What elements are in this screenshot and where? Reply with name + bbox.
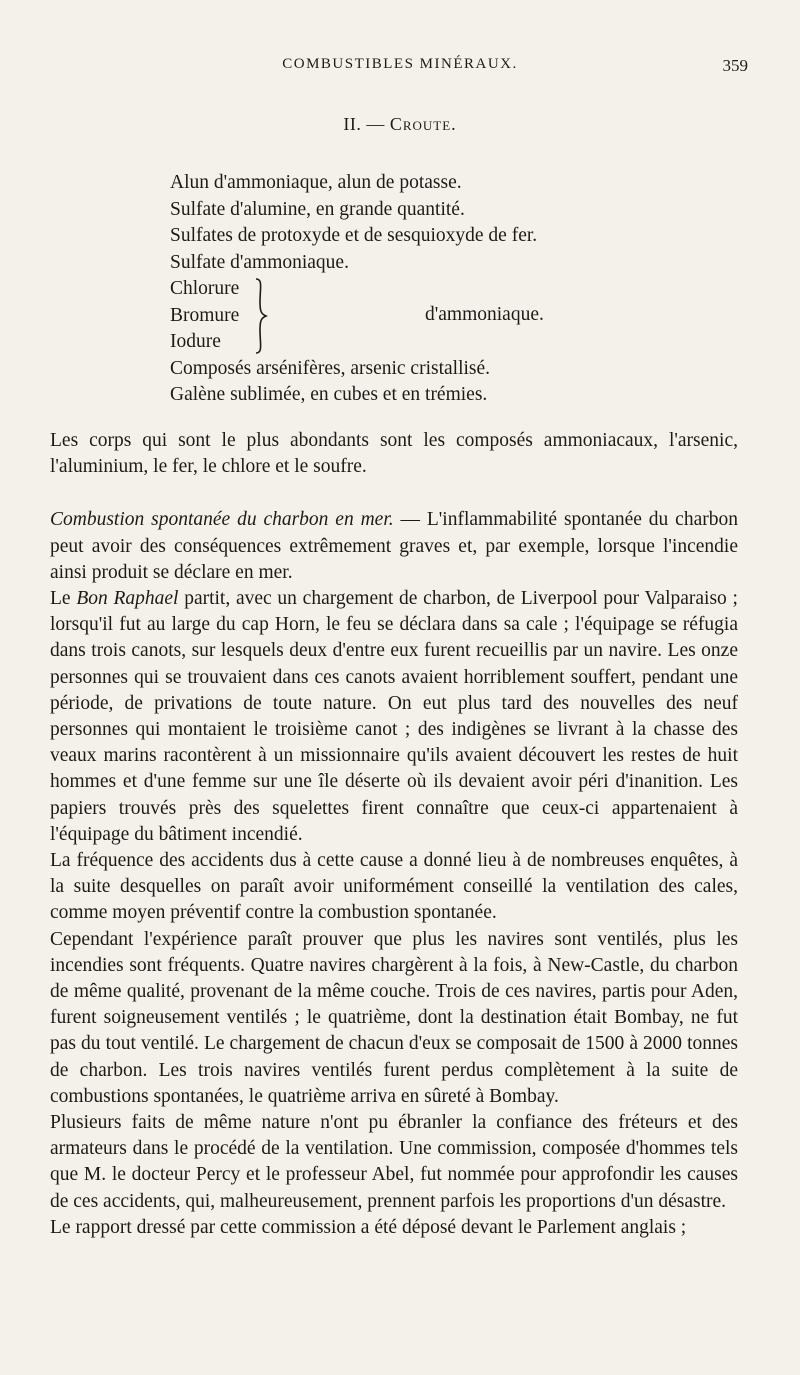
running-head <box>0 56 800 80</box>
list-item: Composés arsénifères, arsenic cristallisé. <box>170 357 491 379</box>
paragraph: La fréquence des accidents dus à cette cause a donné lieu à de nombreuses enquêtes, à la suite desquelles on paraît avoir uniformément conseillé la ventilation des cales, comme moyen préventif contre la combustion spontanée. <box>50 850 738 924</box>
paragraph-text: partit, avec un chargement de charbon, de Liverpool pour Valparaiso ; lorsqu'il fut au large du cap Horn, le feu se déclara dans sa cale ; l'équipage se réfugia dans trois canots, sur lesquels deux d'entre eux furent recueillis par un navire. Les onze personnes qui se trouvaient dans ces canots avaient horriblement souffert, pendant une période, de privations de toute nature. On eut plus tard des nouvelles des neuf personnes qui montaient le troisième canot ; des indigènes se livrant à la chasse des veaux marins racontèrent à un missionnaire qu'ils avaient découvert les restes de huit hommes et d'une femme sur une île déserte où ils devaient avoir péri d'inanition. Les papiers trouvés près des squelettes firent connaître que ceux-ci appartenaient à l'équipage du bâtiment incendié. <box>50 588 738 845</box>
paragraph <box>50 507 738 586</box>
halide-group-lines <box>170 276 239 356</box>
page-number: 359 <box>722 56 748 75</box>
list-item: Sulfate d'alumine, en grande quantité. <box>170 198 465 220</box>
paragraph: Cependant l'expérience paraît prouver que plus les navires sont ventilés, plus les incendies sont fréquents. Quatre navires chargèrent à la fois, à New-Castle, du charbon de même qualité, provenant de la même couche. Trois de ces navires, partis pour Aden, furent soigneusement ventilés ; le quatrième, dont la destination était Bombay, ne fut pas du tout ventilé. Le chargement de chacun d'eux se composait de 1500 à 2000 tonnes de charbon. Les trois navires ventilés furent perdus complètement à la suite de combustions spontanées, le quatrième arriva en sûreté à Bombay. <box>50 928 738 1107</box>
section-number: II. — <box>343 114 390 134</box>
body-text <box>50 428 738 1241</box>
list-item: Galène sublimée, en cubes et en trémies. <box>170 384 488 405</box>
group-item: Chlorure <box>170 278 240 299</box>
list-item: Sulfate d'ammoniaque. <box>170 251 349 273</box>
paragraph: Le rapport dressé par cette commission a été déposé devant le Parlement anglais ; <box>50 1216 687 1238</box>
paragraph <box>50 586 738 848</box>
paragraph-text: — L'inflammabilité spontanée du charbon peut avoir des conséquences extrêmement graves et, par exemple, lorsque l'incendie ainsi produit se déclare en mer. <box>50 509 738 583</box>
list-item: Sulfates de protoxyde et de sesquioxyde de fer. <box>170 225 538 246</box>
group-suffix: d'ammoniaque. <box>425 304 544 325</box>
group-item: Iodure <box>170 331 221 352</box>
list-item: Alun d'ammoniaque, alun de potasse. <box>170 172 462 193</box>
paragraph-lead: Combustion spontanée du charbon en mer. <box>50 509 394 531</box>
paragraph-text: Le <box>50 588 77 610</box>
running-title: COMBUSTIBLES MINÉRAUX. <box>282 56 518 72</box>
compound-list <box>170 170 730 409</box>
section-heading <box>0 114 800 135</box>
group-item: Bromure <box>170 304 240 326</box>
ship-name: Bon Raphael <box>76 588 179 610</box>
paragraph: Les corps qui sont le plus abondants sont les composés ammoniacaux, l'arsenic, l'aluminium, le fer, le chlore et le soufre. <box>50 430 738 478</box>
curly-brace-icon <box>254 278 268 354</box>
paragraph: Plusieurs faits de même nature n'ont pu ébranler la confiance des fréteurs et des armateurs dans le procédé de la ventilation. Une commission, composée d'hommes tels que M. le docteur Percy et le professeur Abel, fut nommée pour approfondir les causes de ces accidents, qui, malheureusement, prennent parfois les proportions d'un désastre. <box>50 1112 738 1212</box>
halide-group <box>170 276 730 356</box>
section-title: Croute. <box>389 114 457 134</box>
